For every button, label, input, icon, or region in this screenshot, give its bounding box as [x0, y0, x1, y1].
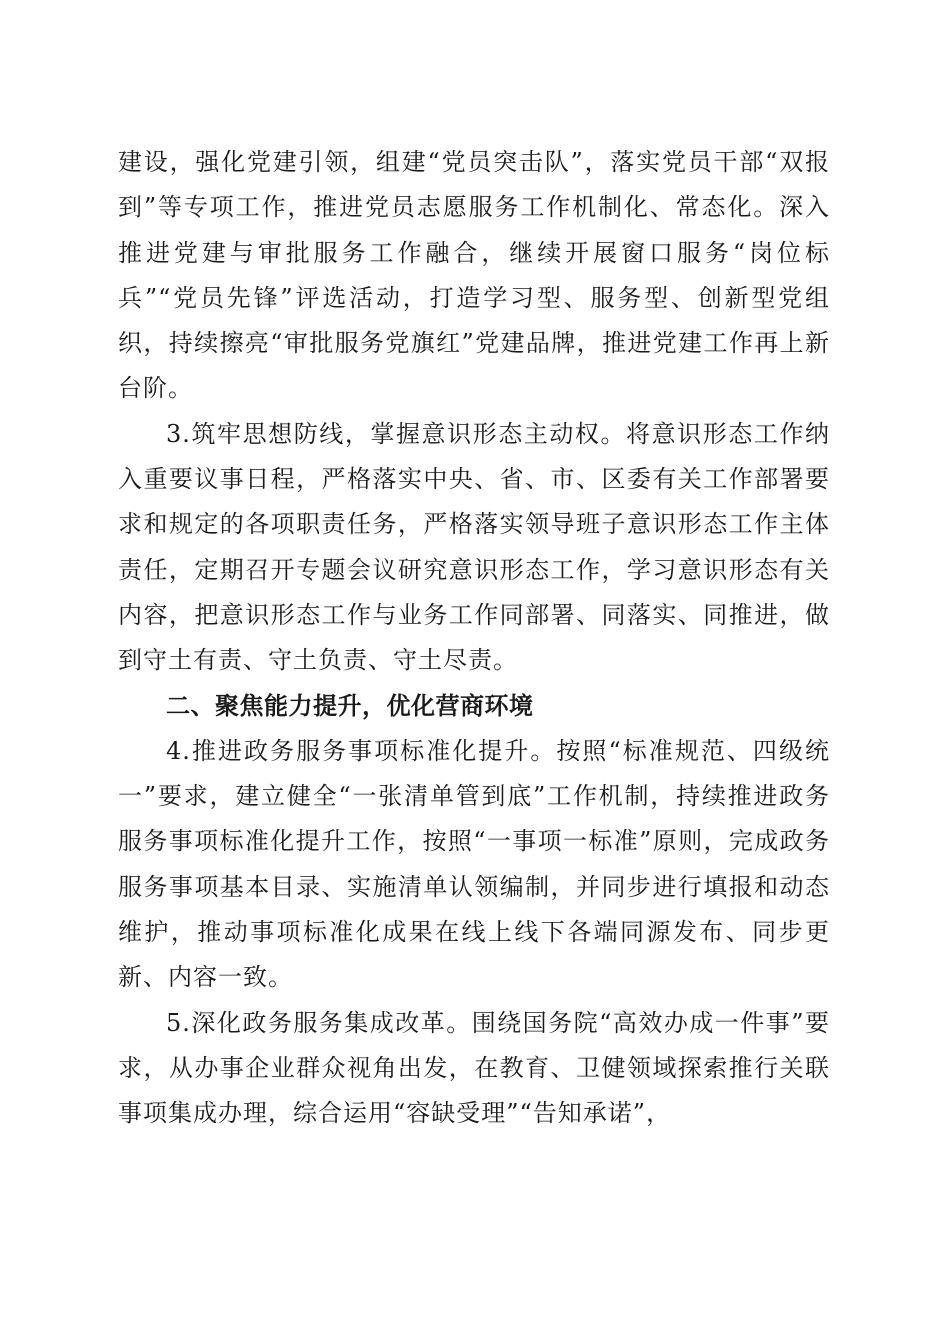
paragraph-ideology: 3.筑牢思想防线，掌握意识形态主动权。将意识形态工作纳入重要议事日程，严格落实中央、省、市、区委有关工作部署要求和规定的各项职责任务，严格落实领导班子意识形态工作主体责任，定期召开专题会议研究意识形态工作，学习意识形态有关内容，把意识形态工作与业务工作同部署、同落实、同推进，做到守土有责、守土负责、守土尽责。	[118, 419, 830, 675]
document-body	[118, 140, 830, 1137]
section-heading: 二、聚焦能力提升，优化营商环境	[166, 691, 534, 720]
paragraph-standardization: 4.推进政务服务事项标准化提升。按照“标准规范、四级统一”要求，建立健全“一张清单管到底”工作机制，持续推进政务服务事项标准化提升工作，按照“一事项一标准”原则，完成政务服务事项基本目录、实施清单认领编制，并同步进行填报和动态维护，推动事项标准化成果在线上线下各端同源发布、同步更新、内容一致。	[118, 736, 830, 992]
paragraph-integration-reform: 5.深化政务服务集成改革。围绕国务院“高效办成一件事”要求，从办事企业群众视角出发，在教育、卫健领域探索推行关联事项集成办理，综合运用“容缺受理”“告知承诺”，	[118, 1008, 830, 1128]
paragraph-party-building: 建设，强化党建引领，组建“党员突击队”，落实党员干部“双报到”等专项工作，推进党员志愿服务工作机制化、常态化。深入推进党建与审批服务工作融合，继续开展窗口服务“岗位标兵”“党员先锋”评选活动，打造学习型、服务型、创新型党组织，持续擦亮“审批服务党旗红”党建品牌，推进党建工作再上新台阶。	[118, 148, 830, 403]
